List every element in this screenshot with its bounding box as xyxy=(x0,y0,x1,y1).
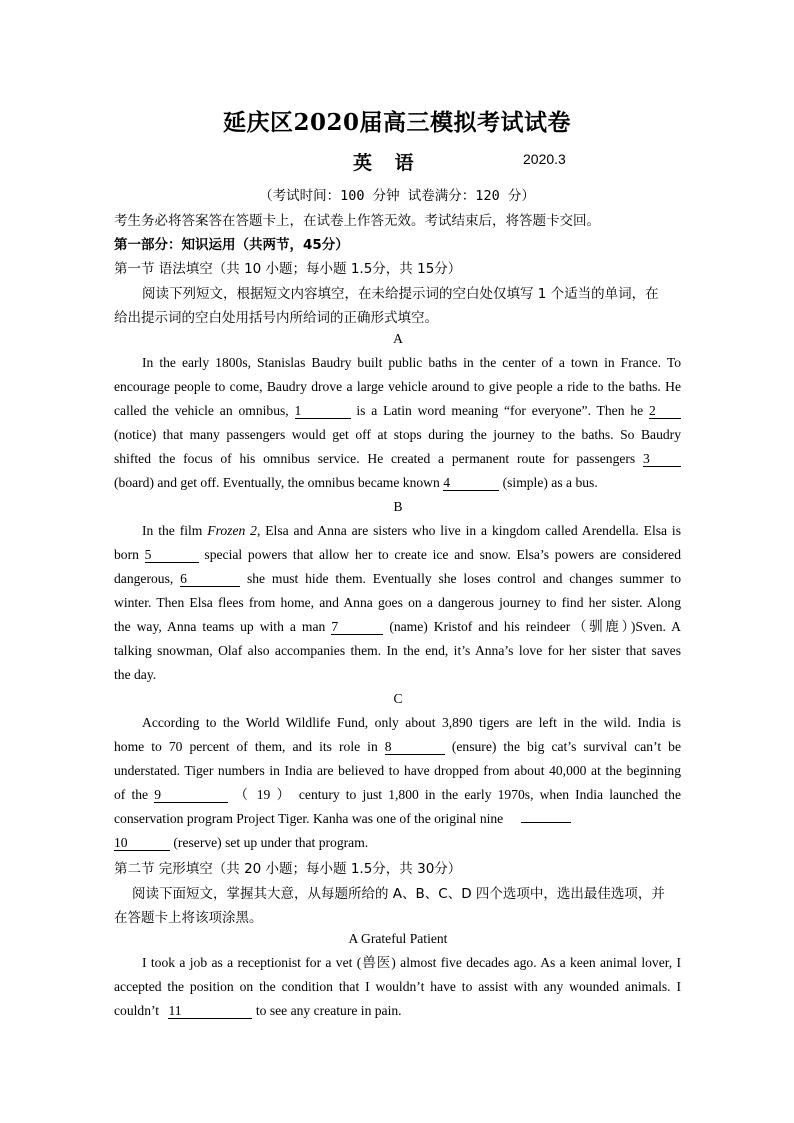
blank-6[interactable]: 6 xyxy=(180,571,240,587)
cloze-line-1: I took a job as a receptionist for a vet (兽医) almost five decades ago. As a keen animal lover, I xyxy=(142,955,681,970)
passage-c-line-1: According to the World Wildlife Fund, only about 3,890 tigers are left in the wild. India is xyxy=(142,715,681,730)
passage-b-label: B xyxy=(393,499,403,514)
blank-5[interactable]: 5 xyxy=(145,547,199,563)
exam-notice: 考生务必将答案答在答题卡上，在试卷上作答无效。考试结束后，将答题卡交回。 xyxy=(114,213,600,229)
subject-name: 英 语 xyxy=(353,152,422,174)
blank-10-line xyxy=(521,822,571,823)
passage-c-label: C xyxy=(393,691,403,706)
text: is a Latin word meaning “for everyone”. Then he xyxy=(356,403,644,418)
cloze-line-2: accepted the position on the condition that I wouldn’t have to assist with any wounded animals. I xyxy=(114,979,681,994)
blank-2[interactable]: 2 xyxy=(649,403,681,419)
passage-b-line-5 xyxy=(114,615,681,639)
text: of the xyxy=(114,787,149,802)
text: she must hide them. Eventually she loses control and changes summer to xyxy=(246,571,681,586)
section1-heading: 第一节 语法填空（共 10 小题；每小题 1.5分，共 15分） xyxy=(114,261,462,277)
passage-a-label: A xyxy=(393,331,403,346)
text: (simple) as a bus. xyxy=(502,475,598,490)
text: born xyxy=(114,547,139,562)
passage-b-line-1 xyxy=(114,519,681,543)
passage-c xyxy=(114,711,681,855)
section2-instruction-1: 阅读下面短文，掌握其大意，从每题所给的 A、B、C、D 四个选项中，选出最佳选项，并 xyxy=(132,886,665,902)
text: (reserve) set up under that program. xyxy=(173,835,369,850)
passage-b-line-2 xyxy=(114,543,681,567)
text: conservation program Project Tiger. Kanha was one of the original nine xyxy=(114,811,504,826)
passage-c-line-4 xyxy=(114,783,681,807)
passage-b-line-7: the day. xyxy=(114,667,157,682)
text: special powers that allow her to create ice and snow. Elsa’s powers are considered xyxy=(204,547,681,562)
passage-a xyxy=(114,351,681,495)
passage-a-line-6 xyxy=(114,471,681,495)
text: (board) and get off. Eventually, the omnibus became known xyxy=(114,475,440,490)
text: shifted the focus of his omnibus service. He created a permanent route for passengers xyxy=(114,451,636,466)
blank-3[interactable]: 3 xyxy=(643,451,681,467)
section2-instruction-2: 在答题卡上将该项涂黑。 xyxy=(114,910,263,926)
text: to see any creature in pain. xyxy=(255,1003,402,1018)
passage-a-line-2: encourage people to come, Baudry drove a large vehicle around to give people a ride to the baths. He xyxy=(114,379,681,394)
passage-a-line-5 xyxy=(114,447,681,471)
text: (name) Kristof and his reindeer（驯鹿）)Sven. A xyxy=(389,619,681,634)
blank-10[interactable]: 10 xyxy=(114,835,170,851)
text: the way, Anna teams up with a man xyxy=(114,619,326,634)
exam-date: 2020.3 xyxy=(523,151,566,167)
text: dangerous, xyxy=(114,571,174,586)
text: couldn’t xyxy=(114,1003,160,1018)
exam-info: （考试时间：100 分钟 试卷满分：120 分） xyxy=(259,188,535,204)
passage-b-line-4: winter. Then Elsa flees from home, and Anna goes on a dangerous journey to find her sister. Along xyxy=(114,595,681,610)
section1-instruction-1: 阅读下列短文，根据短文内容填空，在未给提示词的空白处仅填写 1 个适当的单词，在 xyxy=(142,286,659,302)
blank-11[interactable]: 11 xyxy=(168,1003,252,1019)
text: called the vehicle an omnibus, xyxy=(114,403,289,418)
text: home to 70 percent of them, and its role in xyxy=(114,739,378,754)
passage-title: A Grateful Patient xyxy=(348,931,448,946)
film-title: Frozen 2 xyxy=(207,523,257,538)
blank-8[interactable]: 8 xyxy=(385,739,445,755)
passage-c-line-2 xyxy=(114,735,681,759)
exam-title: 延庆区2020届高三模拟考试试卷 xyxy=(222,109,571,136)
passage-c-line-3: understated. Tiger numbers in India are believed to have dropped from about 40,000 at the beginning xyxy=(114,763,681,778)
passage-a-line-3 xyxy=(114,399,681,423)
passage-a-line-4: (notice) that many passengers would get off at stops during the journey to the baths. So Baudry xyxy=(114,427,681,442)
text: , Elsa and Anna are sisters who live in a kingdom called Arendella. Elsa is xyxy=(256,523,682,538)
blank-4[interactable]: 4 xyxy=(443,475,499,491)
passage-b xyxy=(114,519,681,687)
cloze-line-3 xyxy=(114,999,681,1023)
passage-a-line-1: In the early 1800s, Stanislas Baudry built public baths in the center of a town in France. To xyxy=(142,355,681,370)
blank-9[interactable]: 9 xyxy=(154,787,228,803)
text: （ 19 ） century to just 1,800 in the early 1970s, when India launched the xyxy=(234,787,681,802)
section2-heading: 第二节 完形填空（共 20 小题；每小题 1.5分，共 30分） xyxy=(114,861,462,877)
passage-c-line-6 xyxy=(114,831,681,855)
blank-1[interactable]: 1 xyxy=(295,403,351,419)
text: In the film xyxy=(142,523,203,538)
passage-b-line-3 xyxy=(114,567,681,591)
part1-heading: 第一部分：知识运用（共两节，45分） xyxy=(114,237,349,253)
passage-b-line-6: talking snowman, Olaf also accompanies them. In the end, it’s Anna’s love for her sister that saves xyxy=(114,643,681,658)
passage-c-line-5 xyxy=(114,807,681,831)
text: (ensure) the big cat’s survival can’t be xyxy=(451,739,682,754)
cloze-passage xyxy=(114,951,681,1023)
blank-7[interactable]: 7 xyxy=(331,619,383,635)
section1-instruction-2: 给出提示词的空白处用括号内所给词的正确形式填空。 xyxy=(114,310,438,326)
